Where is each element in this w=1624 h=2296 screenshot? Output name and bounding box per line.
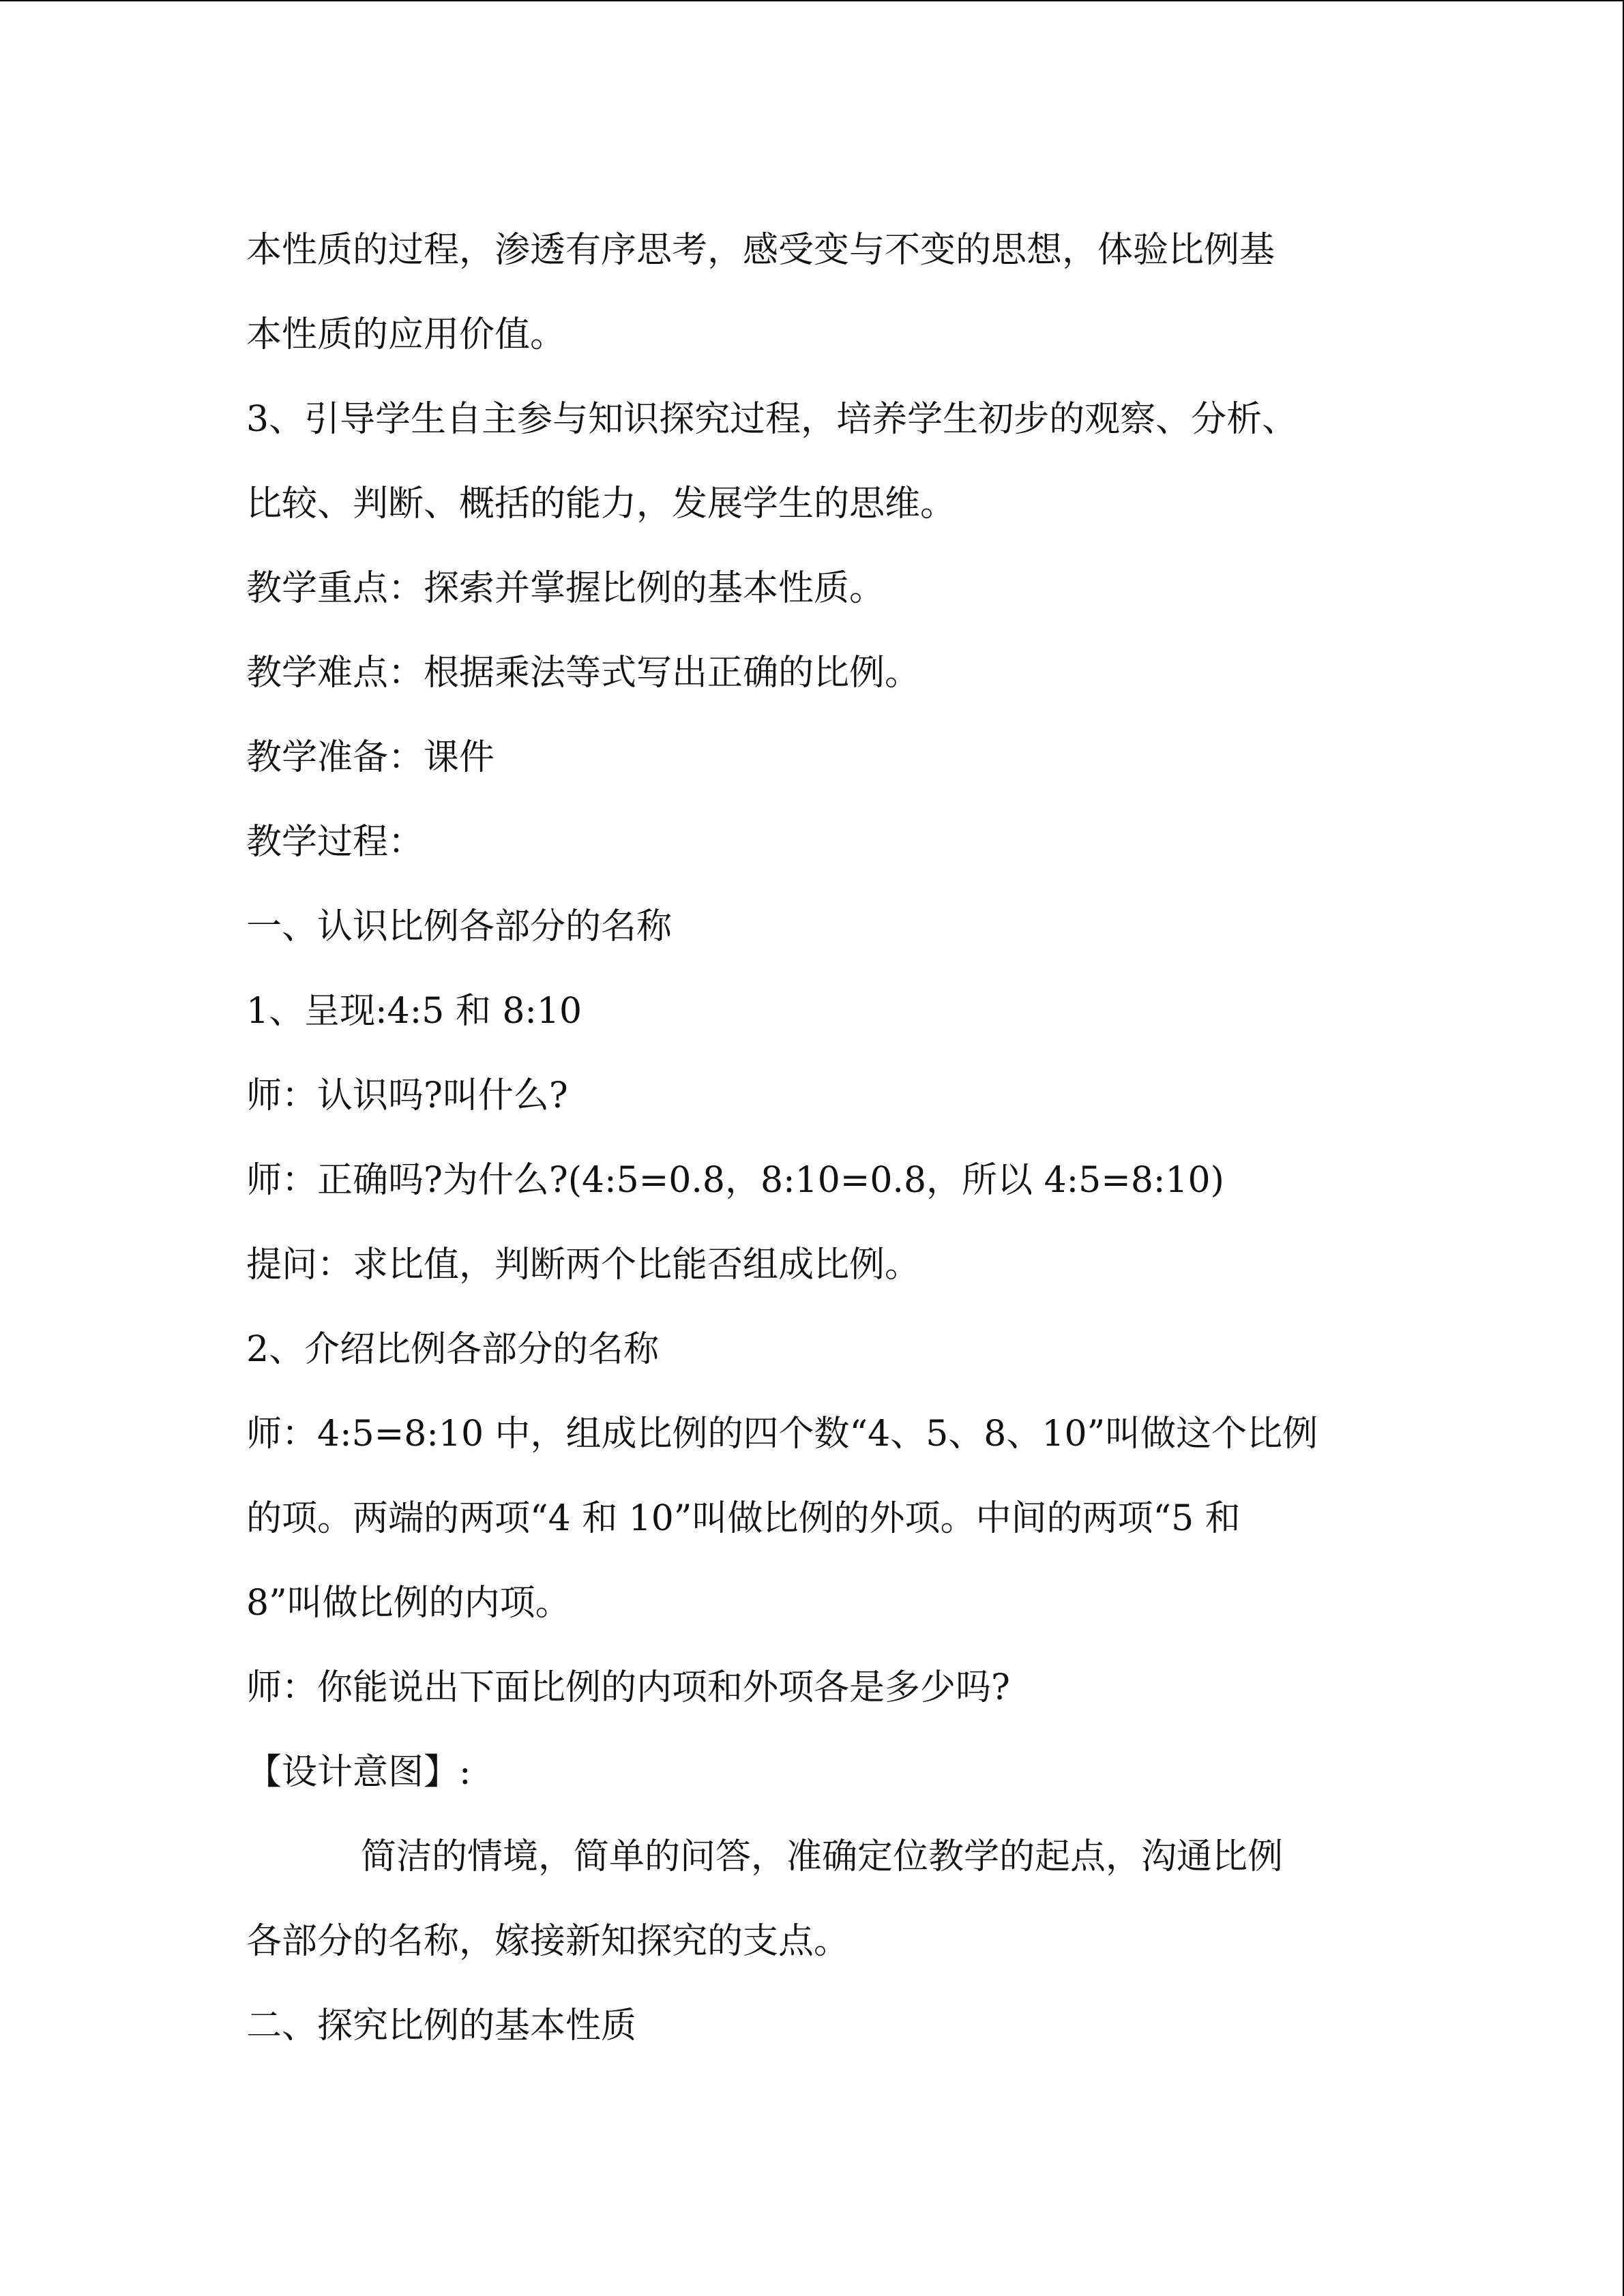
design-intent-label: 【设计意图】:	[246, 1752, 471, 1793]
text-line: 3、引导学生自主参与知识探究过程，培养学生初步的观察、分析、	[246, 399, 1298, 440]
text-line: 师：4:5=8:10 中，组成比例的四个数“4、5、8、10”叫做这个比例	[246, 1414, 1318, 1455]
heading-line: 教学准备：课件	[246, 737, 495, 778]
heading-line: 教学过程：	[246, 822, 424, 863]
text-line: 本性质的应用价值。	[246, 314, 566, 355]
text-line: 比较、判断、概括的能力，发展学生的思维。	[246, 483, 956, 524]
text-line: 各部分的名称，嫁接新知探究的支点。	[246, 1921, 850, 1962]
text-line: 的项。两端的两项“4 和 10”叫做比例的外项。中间的两项“5 和	[246, 1498, 1241, 1539]
heading-line: 教学重点：探索并掌握比例的基本性质。	[246, 568, 885, 609]
text-line: 本性质的过程，渗透有序思考，感受变与不变的思想，体验比例基	[246, 230, 1275, 271]
section-title: 一、认识比例各部分的名称	[246, 906, 673, 947]
text-line: 师：你能说出下面比例的内项和外项各是多少吗?	[246, 1667, 1010, 1708]
text-line: 提问：求比值，判断两个比能否组成比例。	[246, 1244, 921, 1285]
heading-line: 教学难点：根据乘法等式写出正确的比例。	[246, 653, 921, 694]
text-line: 1、呈现:4:5 和 8:10	[246, 991, 582, 1032]
text-line: 8”叫做比例的内项。	[246, 1583, 571, 1624]
document-body	[246, 208, 1392, 2068]
text-line: 师：正确吗?为什么?(4:5=0.8，8:10=0.8，所以 4:5=8:10)	[246, 1160, 1224, 1201]
section-title: 二、探究比例的基本性质	[246, 2006, 637, 2046]
text-line: 简洁的情境，简单的问答，准确定位教学的起点，沟通比例	[361, 1836, 1284, 1877]
text-line: 2、介绍比例各部分的名称	[246, 1329, 660, 1370]
text-line: 师：认识吗?叫什么?	[246, 1075, 568, 1116]
